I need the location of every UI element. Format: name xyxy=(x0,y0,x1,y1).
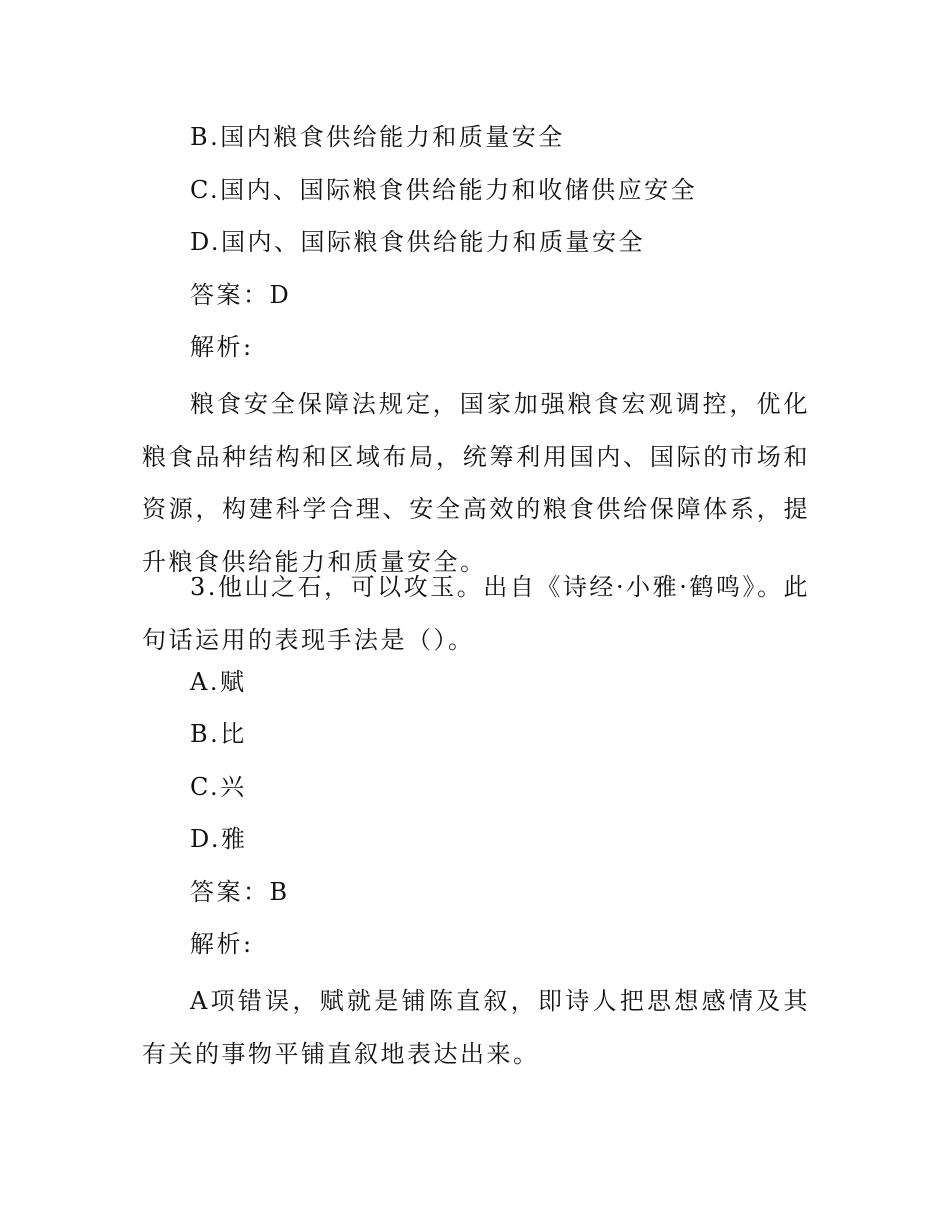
q2-option-b: B.国内粮食供给能力和质量安全 xyxy=(190,123,565,151)
q2-answer: 答案：D xyxy=(190,281,292,309)
q3-analysis-label: 解析: xyxy=(190,930,254,958)
q3-option-d: D.雅 xyxy=(190,825,248,853)
q2-option-d: D.国内、国际粮食供给能力和质量安全 xyxy=(190,228,646,256)
q3-option-a: A.赋 xyxy=(190,668,247,696)
q2-analysis-label: 解析: xyxy=(190,333,254,361)
q3-stem: 3.他山之石，可以攻玉。出自《诗经·小雅·鹤鸣》。此句话运用的表现手法是（）。 xyxy=(142,573,810,654)
q3-option-c: C.兴 xyxy=(190,773,247,801)
q3-answer: 答案：B xyxy=(190,878,290,906)
q2-option-c: C.国内、国际粮食供给能力和收储供应安全 xyxy=(190,176,698,204)
q3-option-b: B.比 xyxy=(190,720,247,748)
q3-analysis-text: A项错误，赋就是铺陈直叙，即诗人把思想感情及其有关的事物平铺直叙地表达出来。 xyxy=(142,987,810,1068)
q2-analysis-text: 粮食安全保障法规定，国家加强粮食宏观调控，优化粮食品种结构和区域布局，统筹利用国内、国际的市场和资源，构建科学合理、安全高效的粮食供给保障体系，提升粮食供给能力和质量安全。 xyxy=(142,390,810,576)
